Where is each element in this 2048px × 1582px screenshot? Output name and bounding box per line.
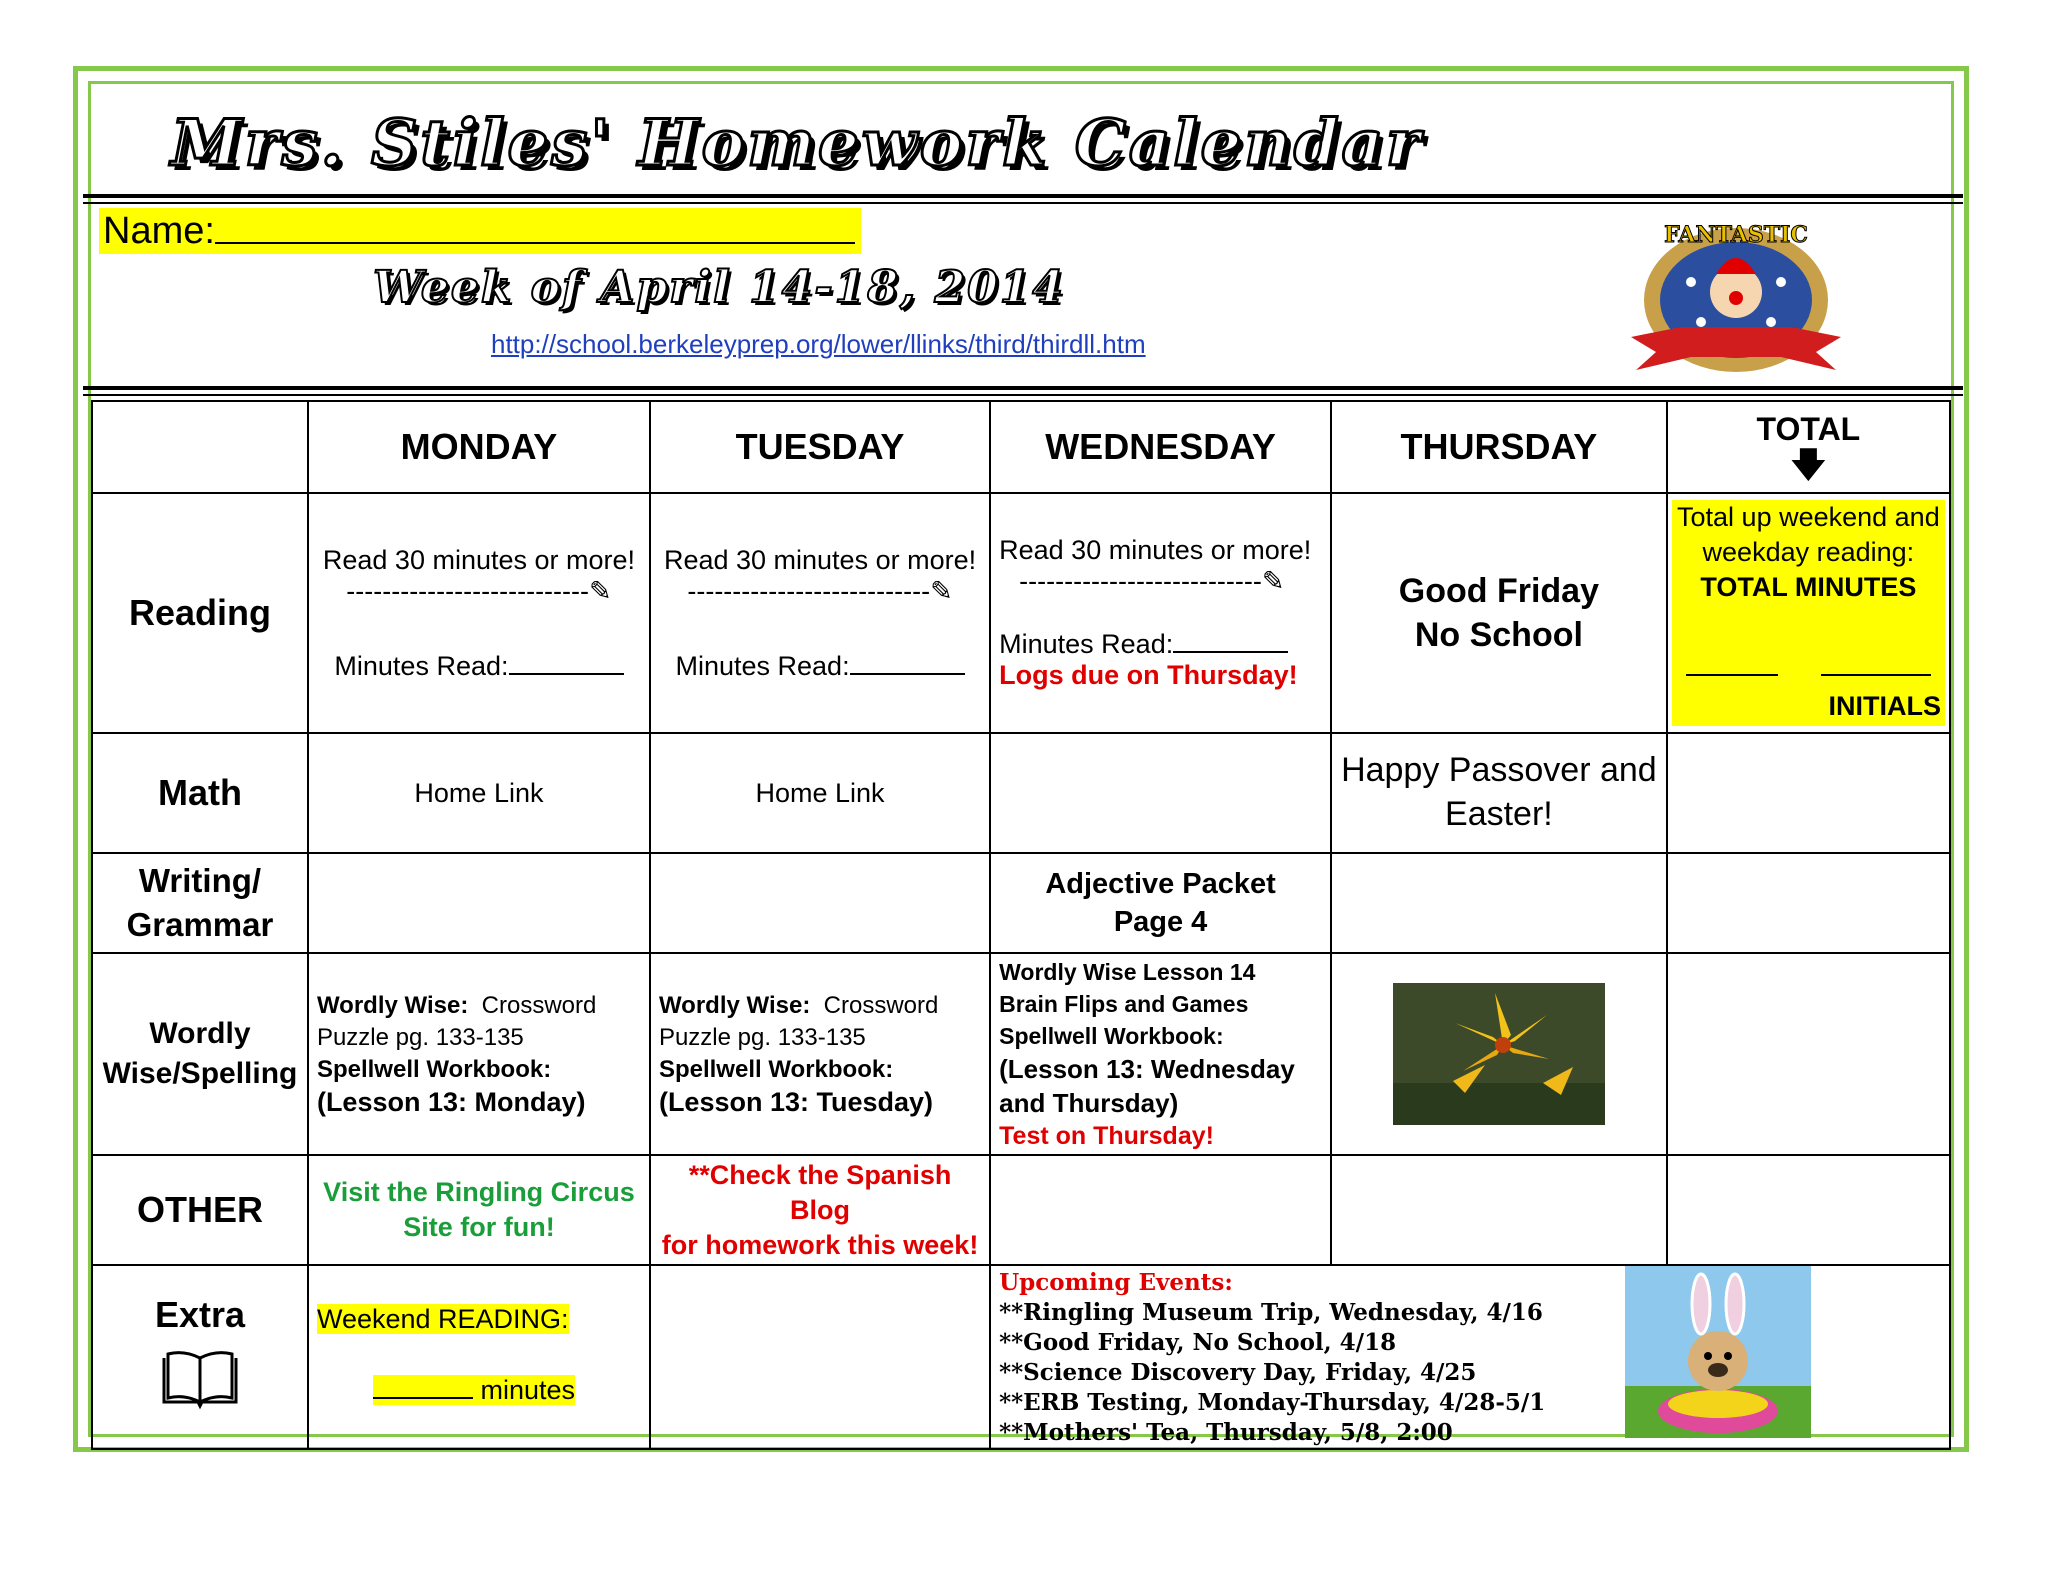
initials-label: INITIALS <box>1828 691 1941 721</box>
writing-total <box>1667 853 1950 953</box>
total-box <box>1672 500 1945 726</box>
no-school-label: No School <box>1414 616 1583 654</box>
extra-row <box>92 1265 1950 1449</box>
writing-row <box>92 853 1950 953</box>
math-wednesday <box>990 733 1331 853</box>
extra-monday <box>308 1265 650 1449</box>
wordly-thursday <box>1331 953 1667 1155</box>
wordly-wise-label: Wordly Wise: <box>316 992 469 1019</box>
writing-tuesday <box>650 853 990 953</box>
wordly-lesson-label: Wordly Wise Lesson 14 <box>999 959 1256 985</box>
writing-wednesday <box>990 853 1331 953</box>
reading-wednesday <box>990 493 1331 733</box>
spanish-blog-note-2: for homework this week! <box>661 1229 979 1260</box>
weekend-minutes-field[interactable]: minutes <box>373 1375 575 1405</box>
reading-thursday <box>1331 493 1667 733</box>
logs-due-note: Logs due on Thursday! <box>999 660 1298 690</box>
good-friday-label: Good Friday <box>1398 572 1599 610</box>
page-number-label: Page 4 <box>1113 906 1208 938</box>
circus-badge-icon <box>1621 212 1851 382</box>
spellwell-label: Spellwell Workbook: <box>999 1023 1224 1049</box>
day-header-row <box>92 401 1950 493</box>
other-monday <box>308 1155 650 1265</box>
reading-row <box>92 493 1950 733</box>
math-tuesday: Home Link <box>650 733 990 853</box>
row-label-math: Math <box>92 733 308 853</box>
extra-label: Extra <box>154 1294 245 1335</box>
other-tuesday <box>650 1155 990 1265</box>
other-thursday <box>1331 1155 1667 1265</box>
reading-instruction: Read 30 minutes or more! <box>999 535 1312 565</box>
event-item: **Good Friday, No School, 4/18 <box>999 1329 1397 1356</box>
reading-tuesday <box>650 493 990 733</box>
circus-note: Visit the Ringling Circus <box>323 1177 635 1207</box>
total-minutes-label: TOTAL MINUTES <box>1700 572 1917 602</box>
wordly-task: Crossword <box>823 992 939 1019</box>
events-title: Upcoming Events: <box>999 1269 1233 1296</box>
spellwell-label: Spellwell Workbook: <box>658 1056 894 1083</box>
math-thursday: Happy Passover and Easter! <box>1331 733 1667 853</box>
total-instruction: Total up weekend and weekday reading: <box>1677 502 1940 567</box>
reading-monday <box>308 493 650 733</box>
writing-monday <box>308 853 650 953</box>
math-total <box>1667 733 1950 853</box>
day-header-total <box>1667 401 1950 493</box>
wordly-tuesday <box>650 953 990 1155</box>
wordly-pages: Puzzle pg. 133-135 <box>316 1024 524 1051</box>
adjective-packet-label: Adjective Packet <box>1045 868 1276 900</box>
calendar-title: Mrs. Stiles' Homework Calendar <box>171 106 1423 181</box>
event-item: **Science Discovery Day, Friday, 4/25 <box>999 1359 1477 1386</box>
name-label: Name: <box>103 210 215 252</box>
book-icon <box>160 1350 240 1410</box>
arrow-down-icon: 🡇 <box>1790 446 1826 484</box>
inner-border <box>88 81 1954 1446</box>
wordly-task: Crossword <box>481 992 597 1019</box>
upcoming-events <box>990 1265 1950 1449</box>
wordly-pages: Puzzle pg. 133-135 <box>658 1024 866 1051</box>
row-label-other: OTHER <box>92 1155 308 1265</box>
class-link[interactable]: http://school.berkeleyprep.org/lower/llinks/third/thirdll.htm <box>491 329 1146 359</box>
writing-thursday <box>1331 853 1667 953</box>
minutes-read-field[interactable]: Minutes Read: <box>317 647 641 682</box>
wordly-monday <box>308 953 650 1155</box>
row-label-extra <box>92 1265 308 1449</box>
lily-flower-icon <box>1393 983 1605 1125</box>
weekend-reading-label: Weekend READING: <box>316 1304 569 1334</box>
wordly-wise-label: Wordly Wise: <box>658 992 811 1019</box>
other-wednesday <box>990 1155 1331 1265</box>
math-row <box>92 733 1950 853</box>
total-label: TOTAL <box>1756 411 1861 447</box>
lesson-label: (Lesson 13: Monday) <box>316 1087 586 1117</box>
homework-table <box>91 400 1951 1450</box>
day-header-monday: MONDAY <box>308 401 650 493</box>
row-label-reading: Reading <box>92 493 308 733</box>
other-row <box>92 1155 1950 1265</box>
math-monday: Home Link <box>308 733 650 853</box>
week-heading: Week of April 14-18, 2014 <box>373 262 1065 313</box>
initials-blank[interactable] <box>1821 648 1931 685</box>
header-rule <box>83 194 1963 204</box>
row-label-writing: Writing/ Grammar <box>92 853 308 953</box>
pencil-icon: ✎ <box>930 575 953 606</box>
event-item: **Mothers' Tea, Thursday, 5/8, 2:00 <box>999 1419 1453 1446</box>
minutes-read-field[interactable]: Minutes Read: <box>659 647 981 682</box>
event-item: **Ringling Museum Trip, Wednesday, 4/16 <box>999 1299 1543 1326</box>
dash-line: ---------------------------✎ <box>687 575 953 606</box>
reading-total <box>1667 493 1950 733</box>
event-item: **ERB Testing, Monday-Thursday, 4/28-5/1 <box>999 1389 1546 1416</box>
corner-cell <box>92 401 308 493</box>
reading-instruction: Read 30 minutes or more! <box>663 544 977 575</box>
pencil-icon: ✎ <box>589 575 612 606</box>
wordly-wednesday <box>990 953 1331 1155</box>
circus-note-2: Site for fun! <box>403 1212 555 1242</box>
total-minutes-blank[interactable] <box>1686 648 1778 685</box>
spanish-blog-note: **Check the Spanish Blog <box>688 1159 952 1225</box>
name-blank-line <box>215 208 855 244</box>
badge-text: FANTASTIC <box>1664 222 1808 248</box>
wordly-row <box>92 953 1950 1155</box>
page-border <box>73 66 1969 1452</box>
name-field[interactable] <box>99 208 861 254</box>
day-header-tuesday: TUESDAY <box>650 401 990 493</box>
row-label-wordly: Wordly Wise/Spelling <box>92 953 308 1155</box>
pencil-icon: ✎ <box>1261 566 1285 596</box>
dash-line: ---------------------------✎ <box>1019 566 1285 596</box>
wordly-total <box>1667 953 1950 1155</box>
lesson-label: (Lesson 13: Wednesday and Thursday) <box>999 1054 1295 1118</box>
minutes-read-field[interactable]: Minutes Read: <box>999 625 1322 660</box>
spellwell-label: Spellwell Workbook: <box>316 1056 552 1083</box>
extra-tuesday <box>650 1265 990 1449</box>
brain-flips-label: Brain Flips and Games <box>999 991 1249 1017</box>
other-total <box>1667 1155 1950 1265</box>
reading-instruction: Read 30 minutes or more! <box>322 544 636 575</box>
day-header-wednesday: WEDNESDAY <box>990 401 1331 493</box>
easter-bunny-dog-icon <box>1625 1266 1811 1438</box>
dash-line: ---------------------------✎ <box>346 575 612 606</box>
lesson-label: (Lesson 13: Tuesday) <box>658 1087 934 1117</box>
header-rule-2 <box>83 386 1963 396</box>
test-note: Test on Thursday! <box>999 1122 1214 1150</box>
day-header-thursday: THURSDAY <box>1331 401 1667 493</box>
